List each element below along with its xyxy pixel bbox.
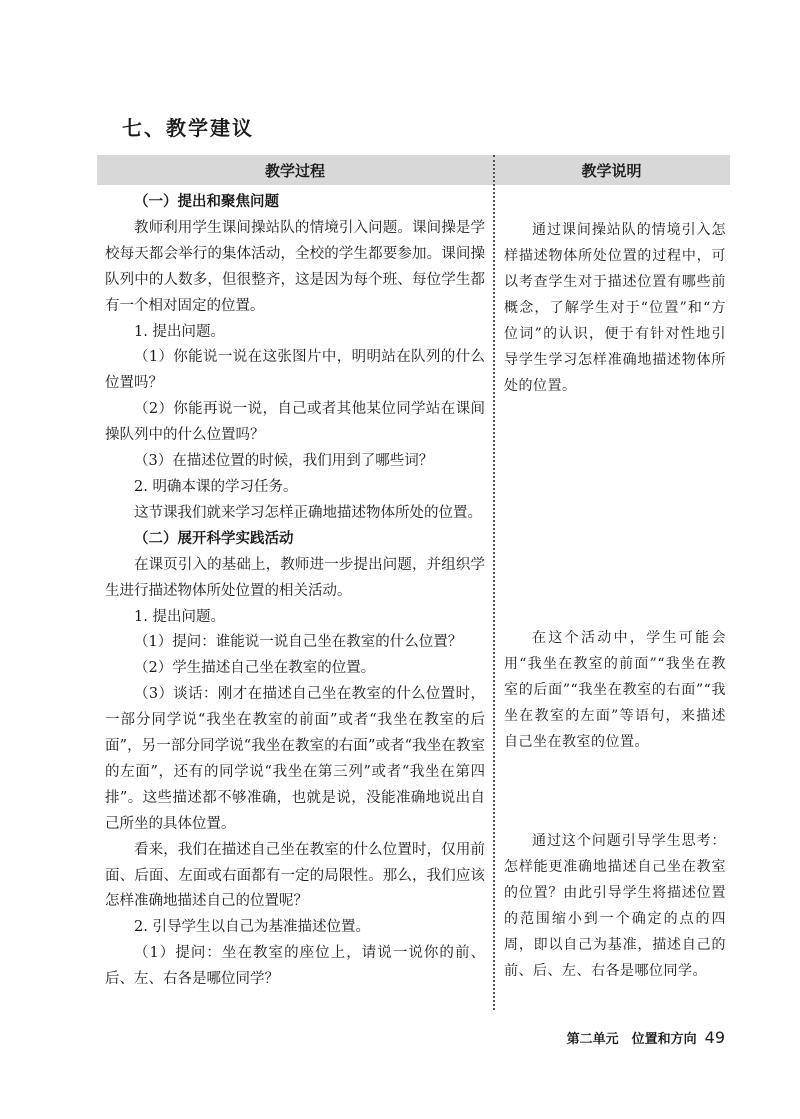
teaching-note-3 <box>504 828 726 984</box>
header-teaching-notes: 教学说明 <box>581 161 642 180</box>
process-paragraph: 在课页引入的基础上，教师进一步提出问题，并组织学生进行描述物体所处位置的相关活动。 <box>105 556 485 599</box>
process-paragraph: 1. 提出问题。 <box>134 323 225 340</box>
teaching-note-1 <box>504 217 726 399</box>
process-paragraph: 教师利用学生课间操站队的情境引入问题。课间操是学校每天都会举行的集体活动，全校的学生都要参加。课间操队列中的人数多，但很整齐，这是因为每个班、每位学生都有一个相对固定的位置。 <box>105 219 485 314</box>
process-paragraph: （3）在描述位置的时候，我们用到了哪些词？ <box>134 453 434 470</box>
process-paragraph: （1）提问：坐在教室的座位上，请说一说你的前、后、左、右各是哪位同学？ <box>105 945 485 988</box>
teaching-note-2 <box>504 625 726 755</box>
table-header <box>97 155 730 185</box>
note-text: 在这个活动中，学生可能会用“我坐在教室的前面”“我坐在教室的后面”“我坐在教室的右面”“我坐在教室的左面”等语句，来描述自己坐在教室的位置。 <box>504 630 726 750</box>
teaching-process-column <box>105 190 485 993</box>
process-paragraph: （2）你能再说一说，自己或者其他某位同学站在课间操队列中的什么位置吗？ <box>105 401 485 444</box>
process-paragraph: 1. 提出问题。 <box>134 608 225 625</box>
subhead-raise-problem: （一）提出和聚焦问题 <box>134 194 279 210</box>
process-paragraph: 2. 引导学生以自己为基准描述位置。 <box>134 919 370 936</box>
process-paragraph: 看来，我们在描述自己坐在教室的什么位置时，仅用前面、后面、左面或右面都有一定的局限性。那么，我们应该怎样准确地描述自己的位置呢？ <box>105 841 485 910</box>
process-paragraph: 2. 明确本课的学习任务。 <box>134 478 298 495</box>
page-footer <box>567 1028 725 1047</box>
header-teaching-process: 教学过程 <box>264 161 325 180</box>
footer-unit: 第二单元 位置和方向 <box>566 1032 697 1047</box>
process-paragraph: 这节课我们就来学习怎样正确地描述物体所处的位置。 <box>134 504 482 521</box>
process-paragraph: （1）你能说一说在这张图片中，明明站在队列的什么位置吗？ <box>105 349 485 392</box>
section-title: 七、教学建议 <box>122 116 254 140</box>
note-text: 通过这个问题引导学生思考：怎样能更准确地描述自己坐在教室的位置？由此引导学生将描述位置的范围缩小到一个确定的点的四周，即以自己为基准，描述自己的前、后、左、右各是哪位同学。 <box>504 833 726 979</box>
page-number: 49 <box>704 1028 725 1047</box>
note-text: 通过课间操站队的情境引入怎样描述物体所处位置的过程中，可以考查学生对于描述位置有哪些前概念，了解学生对于“位置”和“方位词”的认识，便于有针对性地引导学生学习怎样准确地描述物体所处的位置。 <box>504 222 726 394</box>
process-paragraph: （1）提问：谁能说一说自己坐在教室的什么位置？ <box>134 634 463 651</box>
process-paragraph: （2）学生描述自己坐在教室的位置。 <box>134 660 376 677</box>
subhead-practice-activity: （二）展开科学实践活动 <box>134 530 294 547</box>
column-divider <box>493 155 495 1010</box>
process-paragraph: （3）谈话：刚才在描述自己坐在教室的什么位置时，一部分同学说“我坐在教室的前面”或者“我坐在教室的后面”，另一部分同学说“我坐在教室的右面”或者“我坐在教室的左面”，还有的同学说“我坐在第三列”或者“我坐在第四排”。这些描述都不够准确，也就是说，没能准确地说出自己所坐的具体位置。 <box>105 686 485 832</box>
